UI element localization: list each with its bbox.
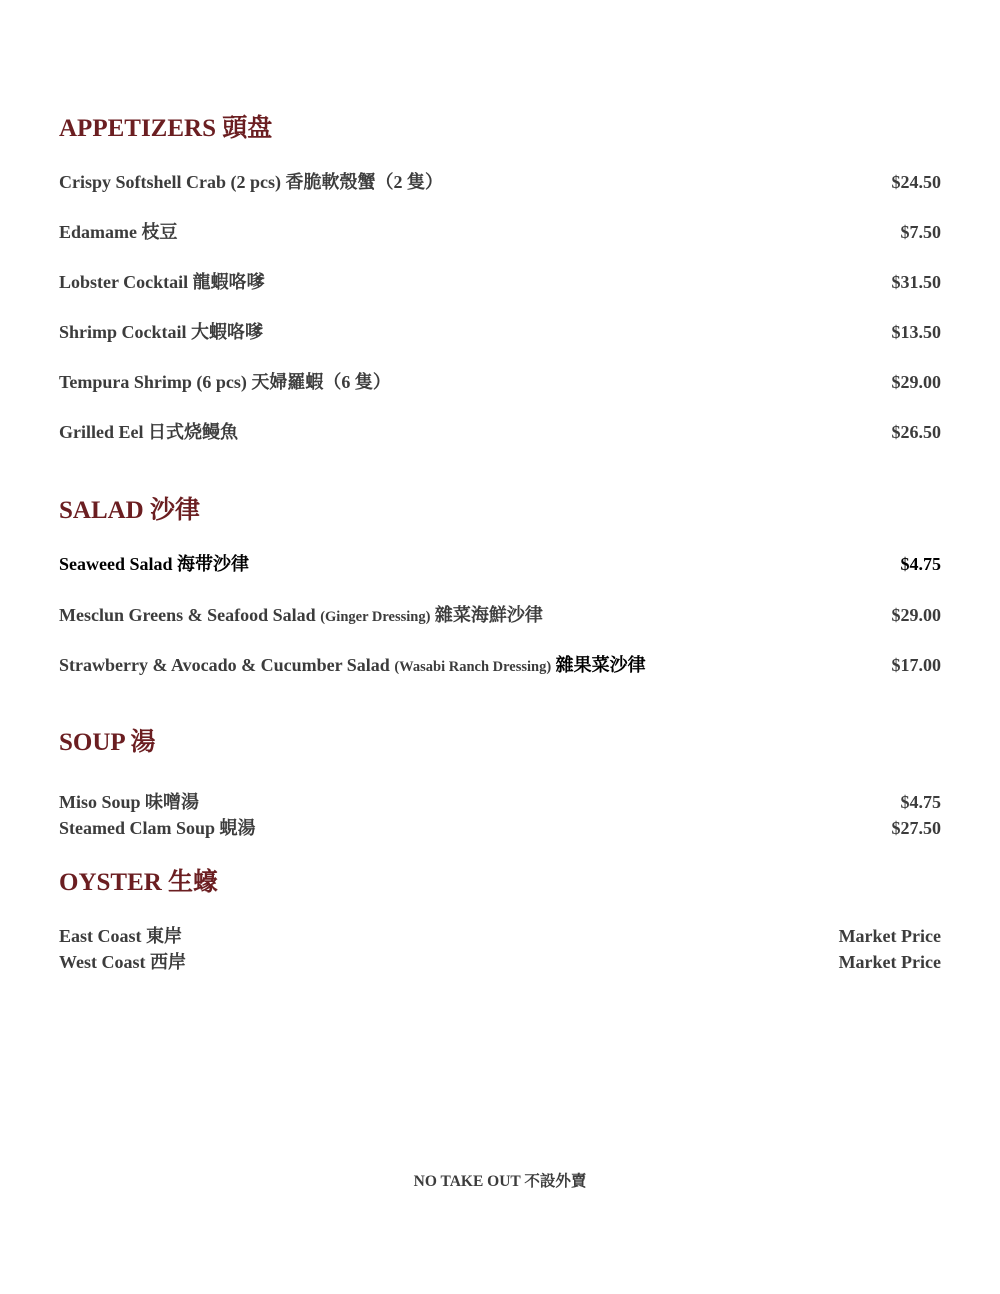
- menu-item-tempura-shrimp: [59, 373, 941, 391]
- no-take-out-notice: NO TAKE OUT 不設外賣: [413, 1173, 587, 1190]
- salad-heading: SALAD 沙律: [59, 497, 200, 524]
- item-name: Lobster Cocktail 龍蝦咯嗲: [59, 272, 265, 292]
- menu-item-mesclun-greens-seafood-salad: [59, 606, 941, 625]
- item-price: $29.00: [891, 605, 941, 625]
- item-price: $26.50: [891, 422, 941, 442]
- item-price: $31.50: [891, 272, 941, 292]
- item-name: East Coast 東岸: [59, 926, 183, 946]
- menu-item-west-coast-oyster: [59, 953, 941, 971]
- menu-item-seaweed-salad: [59, 555, 941, 573]
- item-price: $29.00: [891, 372, 941, 392]
- item-price: Market Price: [838, 952, 941, 972]
- menu-item-east-coast-oyster: [59, 927, 941, 945]
- item-name: Mesclun Greens & Seafood Salad: [59, 605, 316, 625]
- appetizers-heading: APPETIZERS 頭盘: [59, 115, 273, 142]
- item-name: Steamed Clam Soup 蜆湯: [59, 818, 256, 838]
- menu-item-strawberry-avocado-cucumber-salad: [59, 656, 941, 675]
- menu-item-edamame: [59, 223, 941, 241]
- item-price: $13.50: [891, 322, 941, 342]
- item-price: $17.00: [891, 655, 941, 675]
- item-name: Shrimp Cocktail 大蝦咯嗲: [59, 322, 264, 342]
- item-name: Edamame 枝豆: [59, 222, 178, 242]
- item-chinese-name: 雜果菜沙律: [555, 655, 646, 675]
- item-name: Strawberry & Avocado & Cucumber Salad: [59, 655, 390, 675]
- item-price: $4.75: [900, 792, 941, 812]
- item-price: $24.50: [891, 172, 941, 192]
- oyster-heading: OYSTER 生蠔: [59, 869, 219, 896]
- item-price: Market Price: [838, 926, 941, 946]
- item-dressing-note: (Ginger Dressing): [320, 609, 431, 625]
- item-name: Miso Soup 味噌湯: [59, 792, 200, 812]
- menu-item-shrimp-cocktail: [59, 323, 941, 341]
- item-name-group: [59, 656, 646, 675]
- item-name-group: [59, 606, 543, 625]
- item-price: $4.75: [900, 554, 941, 574]
- item-chinese-name: 雜菜海鮮沙律: [434, 605, 543, 625]
- item-price: $7.50: [900, 222, 941, 242]
- menu-item-steamed-clam-soup: [59, 819, 941, 837]
- menu-item-crispy-softshell-crab: [59, 173, 941, 191]
- menu-item-miso-soup: [59, 793, 941, 811]
- item-name: Tempura Shrimp (6 pcs) 天婦羅蝦（6 隻）: [59, 372, 391, 392]
- item-name: Seaweed Salad 海带沙律: [59, 554, 250, 574]
- soup-heading: SOUP 湯: [59, 729, 156, 756]
- item-name: Crispy Softshell Crab (2 pcs) 香脆軟殼蟹（2 隻）: [59, 172, 444, 192]
- item-price: $27.50: [891, 818, 941, 838]
- menu-item-grilled-eel: [59, 423, 941, 441]
- item-name: Grilled Eel 日式烧鳗魚: [59, 422, 238, 442]
- item-dressing-note: (Wasabi Ranch Dressing): [394, 659, 552, 675]
- menu-item-lobster-cocktail: [59, 273, 941, 291]
- item-name: West Coast 西岸: [59, 952, 186, 972]
